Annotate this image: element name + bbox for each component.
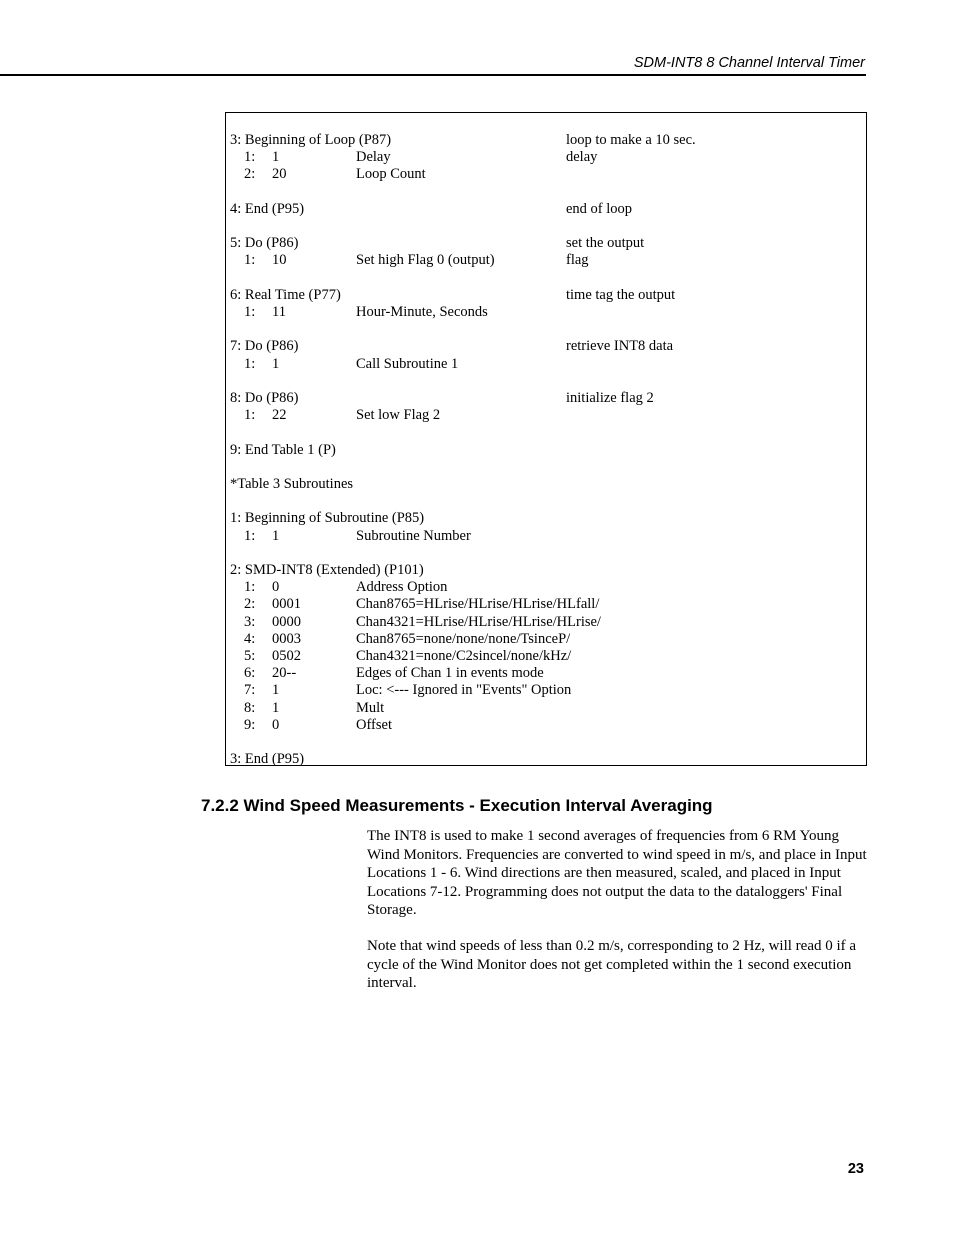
listing-instruction: 3: End (P95) bbox=[230, 751, 305, 768]
listing-param-index: 7: bbox=[244, 682, 256, 699]
listing-line bbox=[226, 304, 866, 321]
listing-param-index: 1: bbox=[244, 252, 256, 269]
listing-param-description: Chan8765=HLrise/HLrise/HLrise/HLfall/ bbox=[356, 596, 600, 613]
page-number: 23 bbox=[847, 1161, 864, 1177]
listing-line bbox=[226, 682, 866, 699]
listing-param-index: 9: bbox=[244, 716, 256, 733]
listing-line bbox=[226, 476, 866, 493]
listing-param-value: 22 bbox=[272, 407, 287, 424]
listing-param-value: 0 bbox=[272, 579, 280, 596]
listing-param-index: 8: bbox=[244, 699, 256, 716]
listing-param-index: 1: bbox=[244, 355, 256, 372]
listing-param-index: 4: bbox=[244, 630, 256, 647]
listing-param-description: Edges of Chan 1 in events mode bbox=[356, 665, 544, 682]
listing-param-value: 0001 bbox=[272, 596, 301, 613]
listing-param-description: Hour-Minute, Seconds bbox=[356, 304, 488, 320]
listing-param-index: 3: bbox=[244, 613, 256, 630]
listing-line bbox=[226, 338, 866, 355]
listing-comment: loop to make a 10 sec. bbox=[566, 132, 696, 148]
listing-instruction: 2: SMD-INT8 (Extended) (P101) bbox=[230, 562, 424, 578]
listing-instruction: 1: Beginning of Subroutine (P85) bbox=[230, 510, 425, 527]
listing-line bbox=[226, 252, 866, 269]
listing-line bbox=[226, 631, 866, 648]
listing-line bbox=[226, 184, 866, 201]
listing-param-index: 2: bbox=[244, 596, 256, 613]
listing-comment: initialize flag 2 bbox=[566, 390, 654, 406]
listing-line bbox=[226, 201, 866, 218]
listing-param-value: 20 bbox=[272, 166, 287, 183]
listing-instruction: 9: End Table 1 (P) bbox=[230, 441, 336, 458]
listing-param-index: 5: bbox=[244, 648, 256, 664]
listing-line bbox=[226, 149, 866, 166]
listing-comment: delay bbox=[566, 149, 598, 166]
listing-line bbox=[226, 407, 866, 424]
listing-param-value: 10 bbox=[272, 252, 287, 269]
listing-line bbox=[226, 717, 866, 734]
listing-param-index: 1: bbox=[244, 149, 256, 166]
listing-line bbox=[226, 459, 866, 476]
listing-instruction: 5: Do (P86) bbox=[230, 235, 299, 252]
listing-line bbox=[226, 493, 866, 510]
listing-param-description: Chan4321=none/C2sincel/none/kHz/ bbox=[356, 648, 572, 664]
listing-instruction: 4: End (P95) bbox=[230, 200, 305, 217]
listing-param-value: 1 bbox=[272, 527, 280, 544]
listing-instruction: 8: Do (P86) bbox=[230, 390, 299, 406]
listing-param-index: 1: bbox=[244, 579, 256, 596]
listing-comment: time tag the output bbox=[566, 286, 676, 303]
section-heading: 7.2.2 Wind Speed Measurements - Execution Interval Averaging bbox=[201, 796, 713, 815]
listing-param-value: 0 bbox=[272, 716, 280, 733]
listing-comment: end of loop bbox=[566, 200, 633, 217]
listing-line bbox=[226, 579, 866, 596]
body-paragraph: Note that wind speeds of less than 0.2 m/s, corresponding to 2 Hz, will read 0 if a cycle of the Wind Monitor does not get completed within the 1 second execution interval. bbox=[367, 938, 857, 991]
listing-line bbox=[226, 510, 866, 527]
listing-line bbox=[226, 390, 866, 407]
listing-param-description: Loc: <--- Ignored in "Events" Option bbox=[356, 682, 572, 699]
listing-param-value: 1 bbox=[272, 699, 280, 716]
listing-line bbox=[226, 356, 866, 373]
listing-param-description: Set low Flag 2 bbox=[356, 407, 441, 424]
listing-instruction: *Table 3 Subroutines bbox=[230, 476, 354, 492]
listing-instruction: 3: Beginning of Loop (P87) bbox=[230, 132, 392, 148]
listing-line bbox=[226, 373, 866, 390]
listing-param-index: 6: bbox=[244, 665, 256, 682]
listing-param-value: 1 bbox=[272, 149, 280, 166]
listing-comment: flag bbox=[566, 252, 589, 269]
listing-line bbox=[226, 648, 866, 665]
listing-param-description: Chan4321=HLrise/HLrise/HLrise/HLrise/ bbox=[356, 613, 601, 630]
listing-line bbox=[226, 545, 866, 562]
listing-param-value: 1 bbox=[272, 682, 280, 699]
listing-line bbox=[226, 321, 866, 338]
listing-param-index: 2: bbox=[244, 166, 256, 183]
listing-instruction: 7: Do (P86) bbox=[230, 338, 299, 355]
listing-param-index: 1: bbox=[244, 304, 256, 320]
listing-line bbox=[226, 734, 866, 751]
listing-line bbox=[226, 270, 866, 287]
listing-param-value: 11 bbox=[272, 304, 286, 320]
listing-param-value: 0000 bbox=[272, 613, 301, 630]
running-header-title: SDM-INT8 8 Channel Interval Timer bbox=[633, 55, 865, 71]
listing-param-value: 1 bbox=[272, 355, 280, 372]
listing-line bbox=[226, 528, 866, 545]
listing-param-index: 1: bbox=[244, 407, 256, 424]
listing-line bbox=[226, 424, 866, 441]
program-listing-box bbox=[225, 112, 867, 766]
listing-param-value: 20-- bbox=[272, 665, 297, 682]
listing-comment: set the output bbox=[566, 235, 645, 252]
listing-param-description: Loop Count bbox=[356, 166, 426, 183]
listing-line bbox=[226, 235, 866, 252]
body-paragraph: The INT8 is used to make 1 second averages of frequencies from 6 RM Young Wind Monitors. Frequencies are converted to wind speed in m/s, and place in Input Locations 1 - 6. Wind directions are then measured, scaled, and placed in Input Locations 7-12. Programming does not output the data to the dataloggers' Final Storage. bbox=[367, 828, 867, 918]
listing-param-description: Mult bbox=[356, 699, 385, 716]
listing-param-index: 1: bbox=[244, 527, 256, 544]
listing-param-description: Address Option bbox=[356, 579, 448, 596]
listing-line bbox=[226, 596, 866, 613]
listing-line bbox=[226, 665, 866, 682]
listing-line bbox=[226, 562, 866, 579]
listing-line bbox=[226, 287, 866, 304]
listing-param-value: 0003 bbox=[272, 630, 301, 647]
listing-line bbox=[226, 166, 866, 183]
listing-param-description: Set high Flag 0 (output) bbox=[356, 252, 495, 269]
listing-comment: retrieve INT8 data bbox=[566, 338, 674, 355]
header-rule bbox=[0, 74, 866, 76]
listing-param-description: Chan8765=none/none/none/TsinceP/ bbox=[356, 630, 571, 647]
listing-param-value: 0502 bbox=[272, 648, 301, 664]
listing-param-description: Delay bbox=[356, 149, 391, 166]
listing-param-description: Subroutine Number bbox=[356, 527, 471, 544]
listing-line bbox=[226, 700, 866, 717]
listing-line bbox=[226, 218, 866, 235]
listing-line bbox=[226, 132, 866, 149]
listing-param-description: Offset bbox=[356, 716, 392, 733]
listing-param-description: Call Subroutine 1 bbox=[356, 355, 459, 372]
listing-line bbox=[226, 442, 866, 459]
listing-line bbox=[226, 614, 866, 631]
listing-line bbox=[226, 751, 866, 768]
listing-instruction: 6: Real Time (P77) bbox=[230, 286, 341, 303]
